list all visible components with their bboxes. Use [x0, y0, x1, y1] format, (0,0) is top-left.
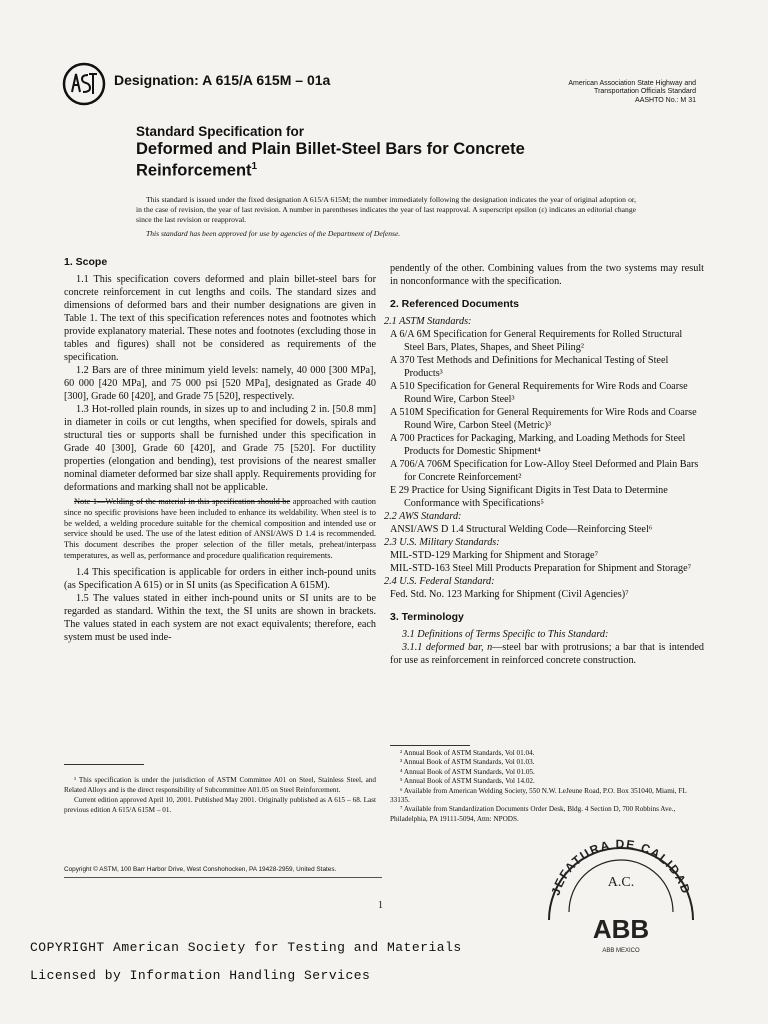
- reference-item: E 29 Practice for Using Significant Digits in Test Data to Determine Conformance with Specifications⁵: [390, 485, 668, 509]
- aashto-line: Transportation Officials Standard: [594, 88, 696, 96]
- aashto-line: American Association State Highway and: [568, 80, 696, 87]
- subsection-heading: 2.4 U.S. Federal Standard:: [384, 576, 495, 587]
- copyright-divider: [64, 877, 382, 878]
- note-head: Note 1—Welding of the material in this specification should be: [74, 497, 291, 506]
- section-heading: 3. Terminology: [390, 611, 464, 623]
- page-number: 1: [378, 900, 383, 911]
- title-footnote-mark: 1: [251, 161, 258, 172]
- astm-logo-icon: [62, 62, 106, 106]
- stamp-arc-text: JEFATURA DE CALIDAD: [548, 836, 694, 898]
- subsection-heading: 2.2 AWS Standard:: [384, 511, 462, 522]
- note: [64, 497, 376, 562]
- designation: Designation: A 615/A 615M – 01a: [114, 72, 331, 88]
- subsection-heading: 2.3 U.S. Military Standards:: [384, 537, 500, 548]
- document-title: [136, 124, 676, 180]
- footnote-divider: [64, 764, 144, 765]
- paragraph: 1.1 This specification covers deformed and plain billet-steel bars for concrete reinforcement in cut lengths and coils. The standard sizes and dimensions of deformed bars and their number designations are given in Table 1. The text of this specification references notes and footnotes which provide explanatory material. These notes and footnotes (excluding those in tables and figures) shall not be considered as requirements of the specification.: [64, 274, 376, 363]
- reference-item: ANSI/AWS D 1.4 Structural Welding Code—Reinforcing Steel⁶: [390, 524, 653, 535]
- stamp-initials: A.C.: [607, 875, 635, 890]
- aashto-reference: [506, 80, 696, 105]
- subsection-heading: [384, 315, 704, 328]
- title-text: Reinforcement: [136, 161, 252, 180]
- license-licensed-by: Licensed by Information Handling Services: [30, 968, 371, 983]
- stamp-brand: ABB: [592, 914, 650, 944]
- footnote: ⁴ Annual Book of ASTM Standards, Vol 01.05.: [400, 767, 535, 776]
- aashto-line: AASHTO No.: M 31: [635, 96, 696, 104]
- title-line: [136, 158, 676, 180]
- footnote: ⁶ Available from American Welding Society, 550 N.W. LeJeune Road, P.O. Box 351040, Miami, FL 33135.: [390, 786, 687, 805]
- note-body: approached with caution since no specific provisions have been included to enhance its weldability. When steel is to be welded, a welding procedure suitable for the chemical composition and intended use or service should be used. The use of the latest edition of ANSI/AWS D 1.4 is recommended. This document describes the proper selection of the filler metals, preheat/interpass temperatures, as well as, performance and procedure qualification requirements.: [64, 497, 376, 560]
- footnote: ⁵ Annual Book of ASTM Standards, Vol 14.02.: [400, 777, 535, 786]
- paragraph: 1.3 Hot-rolled plain rounds, in sizes up to and including 2 in. [50.8 mm] in diameter in coils or cut lengths, when specified for dowels, spirals and structural ties or supports shall be furnished under this specification in Grade 40 [300], Grade 60 [420], and Grade 75 [520]. For ductility properties (elongation and bending), test provisions of the nearest smaller nominal diameter deformed bar size shall apply. Requirements providing for deformations and marking shall not be applicable.: [64, 404, 376, 493]
- footnote: ⁷ Available from Standardization Documents Order Desk, Bldg. 4 Section D, 700 Robbins Ave., Philadelphia, PA 19111-5094, Attn: NPODS.: [390, 805, 676, 823]
- section-heading: 2. Referenced Documents: [390, 298, 519, 310]
- reference-item: A 510M Specification for General Requirements for Wire Rods and Coarse Round Wire, Carbon Steel (Metric)³: [390, 407, 697, 431]
- footnotes-right: [390, 749, 704, 824]
- left-column: [64, 256, 376, 644]
- definition: [390, 641, 704, 667]
- definition-term: 3.1.1 deformed bar, n: [402, 642, 493, 653]
- reference-item: MIL-STD-129 Marking for Shipment and Storage⁷: [390, 550, 599, 561]
- subsection-label: 2.1 ASTM Standards:: [384, 316, 472, 327]
- footnote: ² Annual Book of ASTM Standards, Vol 01.04.: [400, 749, 535, 757]
- issuance-notice: This standard is issued under the fixed designation A 615/A 615M; the number immediately following the designation indicates the year of original adoption or, in the case of revision, the year of last revision. A number in parentheses indicates the year of last reapproval. A superscript epsilon (ε) indicates an editorial change since the last revision or reapproval.: [136, 195, 636, 224]
- title-line: Deformed and Plain Billet-Steel Bars for Concrete: [136, 140, 525, 158]
- approval-notice: This standard has been approved for use by agencies of the Department of Defense.: [146, 229, 401, 238]
- license-copyright: COPYRIGHT American Society for Testing and Materials: [30, 940, 462, 955]
- copyright-notice: Copyright © ASTM, 100 Barr Harbor Drive, West Conshohocken, PA 19428-2959, United States.: [64, 866, 337, 873]
- footnote-divider: [390, 745, 470, 746]
- reference-item: Fed. Std. No. 123 Marking for Shipment (Civil Agencies)⁷: [390, 589, 629, 600]
- right-column: [384, 262, 704, 667]
- quality-stamp-icon: [535, 820, 705, 980]
- footnote: ³ Annual Book of ASTM Standards, Vol 01.03.: [400, 758, 535, 767]
- reference-item: A 706/A 706M Specification for Low-Alloy Steel Deformed and Plain Bars for Concrete Reinforcement²: [390, 459, 699, 483]
- definition-text: —steel bar with protrusions; a bar that is intended for use as reinforcement in reinforced concrete construction.: [390, 642, 704, 666]
- paragraph: 1.4 This specification is applicable for orders in either inch-pound units (as Specification A 615) or in SI units (as Specification A 615M).: [64, 566, 376, 591]
- stamp-sub: ABB MEXICO: [602, 948, 640, 954]
- footnote: Current edition approved April 10, 2001. Published May 2001. Originally published as A 615 – 68. Last previous edition A 615/A 615M – 01.: [64, 796, 376, 814]
- reference-item: A 700 Practices for Packaging, Marking, and Loading Methods for Steel Products for Domestic Shipment⁴: [390, 433, 686, 457]
- paragraph: pendently of the other. Combining values from the two systems may result in nonconformance with the specification.: [390, 263, 704, 287]
- reference-item: A 370 Test Methods and Definitions for Mechanical Testing of Steel Products³: [390, 355, 669, 379]
- section-heading: 1. Scope: [64, 256, 108, 268]
- preamble: [136, 195, 636, 239]
- footnotes-left: [64, 776, 376, 816]
- footnote: ¹ This specification is under the jurisdiction of ASTM Committee A01 on Steel, Stainless Steel, and Related Alloys and is the direct responsibility of Subcommittee A01.05 on Steel Reinforcement.: [64, 776, 376, 794]
- reference-item: A 6/A 6M Specification for General Requirements for Rolled Structural Steel Bars, Plates, Shapes, and Sheet Piling²: [390, 329, 683, 353]
- reference-item: MIL-STD-163 Steel Mill Products Preparation for Shipment and Storage⁷: [390, 563, 692, 574]
- paragraph: 1.2 Bars are of three minimum yield levels: namely, 40 000 [300 MPa], 60 000 [420 MPa], and 75 000 psi [520 MPa], designated as Grade 40 [300], Grade 60 [420], and Grade 75 [520], respectively.: [64, 365, 376, 402]
- reference-item: A 510 Specification for General Requirements for Wire Rods and Coarse Round Wire, Carbon Steel³: [390, 381, 688, 405]
- subsection-heading: 3.1 Definitions of Terms Specific to This Standard:: [402, 629, 609, 640]
- paragraph: 1.5 The values stated in either inch-pound units or SI units are to be regarded as standard. Within the text, the SI units are shown in brackets. The values stated in each system are not exact equivalents; therefore, each system must be used inde-: [64, 592, 376, 643]
- title-line: Standard Specification for: [136, 124, 305, 139]
